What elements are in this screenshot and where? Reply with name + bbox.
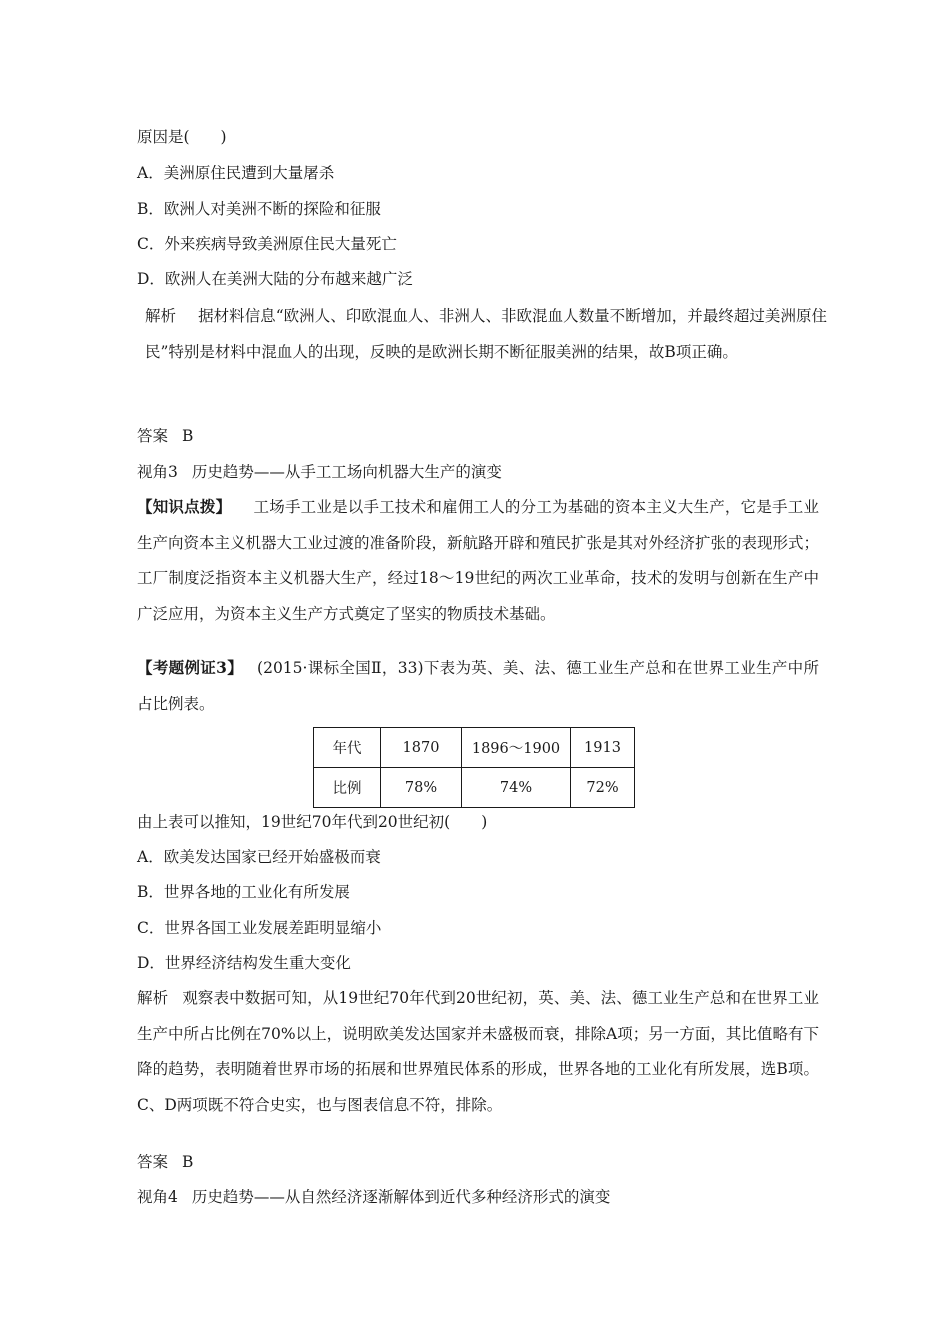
option-d: D．欧洲人在美洲大陆的分布越来越广泛 — [137, 270, 413, 288]
table-cell: 72% — [571, 768, 635, 808]
analysis-label: 解析 — [137, 989, 169, 1007]
question-stem-tail: 原因是( ) — [137, 128, 227, 146]
option-a: A．欧美发达国家已经开始盛极而衰 — [137, 848, 381, 866]
table-row — [314, 728, 635, 768]
example-label: 【考题例证3】 — [137, 658, 244, 677]
view-4-heading — [137, 1186, 827, 1208]
analysis-text: 据材料信息“欧洲人、印欧混血人、非洲人、非欧混血人数量不断增加，并最终超过美洲原住民”特别是材料中混血人的出现，反映的是欧洲长期不断征服美洲的结果，故B项正确。 — [145, 307, 827, 361]
analysis-1 — [137, 299, 827, 370]
analysis-2 — [137, 981, 819, 1123]
answer-value: B — [182, 427, 194, 445]
example-text: (2015·课标全国Ⅱ，33)下表为英、美、法、德工业生产总和在世界工业生产中所占比例表。 — [137, 659, 819, 713]
question-2-stem: 由上表可以推知，19世纪70年代到20世纪初( ) — [137, 813, 488, 831]
option-d: D．世界经济结构发生重大变化 — [137, 954, 351, 972]
option-a: A．美洲原住民遭到大量屠杀 — [137, 164, 335, 182]
table-header-ratio: 比例 — [314, 768, 381, 808]
table-cell: 1896～1900 — [462, 728, 571, 768]
answer-1 — [137, 425, 827, 447]
table-header-year: 年代 — [314, 728, 381, 768]
knowledge-label: 【知识点拨】 — [137, 497, 232, 516]
analysis-label: 解析 — [145, 307, 177, 325]
view-label: 视角3 — [137, 463, 178, 481]
view-text: 历史趋势——从自然经济逐渐解体到近代多种经济形式的演变 — [191, 1188, 611, 1206]
knowledge-tip — [137, 489, 819, 632]
option-c: C．世界各国工业发展差距明显缩小 — [137, 919, 382, 937]
data-table — [313, 727, 635, 808]
option-b: B．欧洲人对美洲不断的探险和征服 — [137, 200, 381, 218]
knowledge-text: 工场手工业是以手工技术和雇佣工人的分工为基础的资本主义大生产，它是手工业生产向资本主义机器大工业过渡的准备阶段，新航路开辟和殖民扩张是其对外经济扩张的表现形式；工厂制度泛指资本主义机器大生产，经过18～19世纪的两次工业革命，技术的发明与创新在生产中广泛应用，为资本主义生产方式奠定了坚实的物质技术基础。 — [137, 498, 820, 623]
answer-label: 答案 — [137, 427, 169, 445]
table-cell: 74% — [462, 768, 571, 808]
view-text: 历史趋势——从手工工场向机器大生产的演变 — [191, 463, 502, 481]
answer-value: B — [182, 1153, 194, 1171]
option-b: B．世界各地的工业化有所发展 — [137, 883, 350, 901]
example-3 — [137, 650, 819, 722]
analysis-text: 观察表中数据可知，从19世纪70年代到20世纪初，英、美、法、德工业生产总和在世界工业生产中所占比例在70%以上，说明欧美发达国家并未盛极而衰，排除A项；另一方面，其比值略有下降的趋势，表明随着世界市场的拓展和世界殖民体系的形成，世界各地的工业化有所发展，选B项。C、D两项既不符合史实，也与图表信息不符，排除。 — [137, 989, 819, 1114]
view-3-heading — [137, 461, 827, 483]
answer-2 — [137, 1151, 827, 1173]
table-row — [314, 768, 635, 808]
answer-label: 答案 — [137, 1153, 169, 1171]
view-label: 视角4 — [137, 1188, 178, 1206]
table-cell: 1913 — [571, 728, 635, 768]
table-cell: 78% — [381, 768, 462, 808]
option-c: C．外来疾病导致美洲原住民大量死亡 — [137, 235, 397, 253]
table-cell: 1870 — [381, 728, 462, 768]
